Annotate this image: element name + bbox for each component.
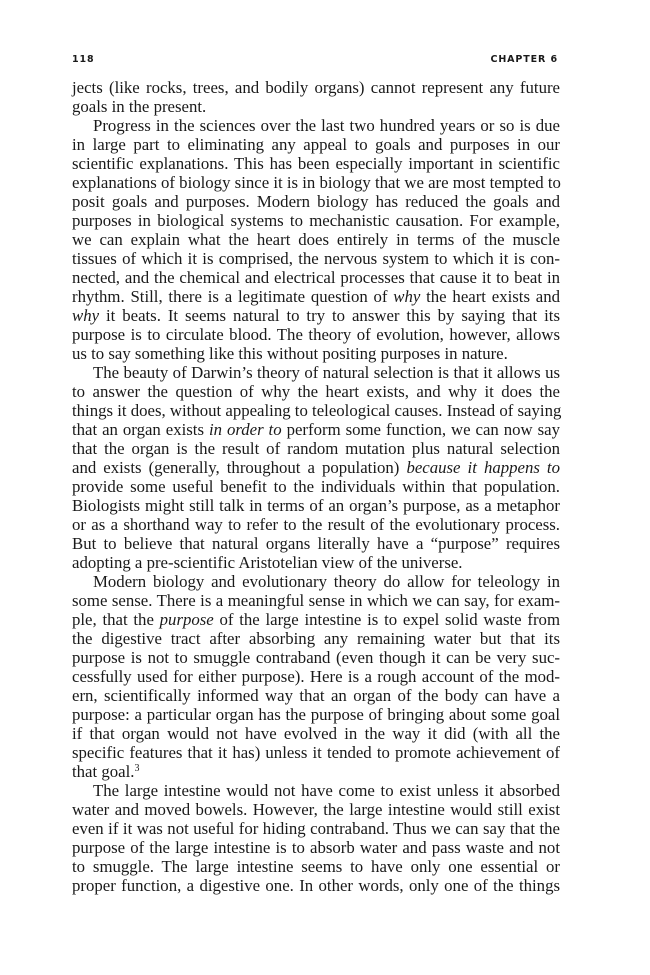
emphasis-text: because it happens to (406, 458, 560, 477)
emphasis-text: purpose (159, 610, 214, 629)
text-line (72, 781, 560, 800)
text-segment: ple, that the (72, 610, 160, 629)
text-segment: The large intestine would not have come to exist unless it absorbed (93, 781, 560, 800)
text-line (72, 477, 560, 496)
text-line (72, 439, 560, 458)
text-segment: the heart exists and (420, 287, 560, 306)
text-line (72, 762, 560, 781)
text-line (72, 363, 560, 382)
text-line (72, 420, 560, 439)
text-line (72, 629, 560, 648)
footnote-marker: 3 (134, 763, 140, 774)
text-line (72, 325, 560, 344)
text-line (72, 800, 560, 819)
text-line (72, 496, 560, 515)
text-segment: The beauty of Darwin’s theory of natural selection is that it allows us (93, 363, 560, 382)
text-segment: purpose is not to smuggle contraband (even though it can be very suc- (72, 648, 560, 667)
text-segment: rhythm. Still, there is a legitimate question of (72, 287, 394, 306)
text-segment: and exists (generally, throughout a population) (72, 458, 407, 477)
text-line (72, 135, 560, 154)
text-segment: Modern biology and evolutionary theory do allow for teleology in (93, 572, 560, 591)
text-segment: purpose of the large intestine is to absorb water and pass waste and not (72, 838, 560, 857)
text-line (72, 667, 560, 686)
text-segment: explanations of biology since it is in biology that we are most tempted to (72, 173, 561, 192)
text-line (72, 306, 560, 325)
text-segment: cessfully used for either purpose). Here is a rough account of the mod- (72, 667, 560, 686)
text-segment: jects (like rocks, trees, and bodily organs) cannot represent any future (72, 78, 560, 97)
text-segment: of the large intestine is to expel solid waste from (213, 610, 560, 629)
text-segment: nected, and the chemical and electrical processes that cause it to beat in (72, 268, 560, 287)
text-segment: provide some useful benefit to the individuals within that population. (72, 477, 560, 496)
text-segment: But to believe that natural organs literally have a “purpose” requires (72, 534, 560, 553)
text-segment: it beats. It seems natural to try to answer this by saying that its (99, 306, 560, 325)
chapter-label: CHAPTER 6 (490, 54, 558, 65)
text-segment: even if it was not useful for hiding contraband. Thus we can say that the (72, 819, 560, 838)
text-line (72, 553, 560, 572)
text-line (72, 838, 560, 857)
body-text (72, 78, 560, 895)
text-line (72, 458, 560, 477)
text-line (72, 268, 560, 287)
text-segment: Biologists might still talk in terms of an organ’s purpose, as a metaphor (72, 496, 560, 515)
text-segment: that an organ exists (72, 420, 209, 439)
text-line (72, 78, 560, 97)
text-segment: purpose is to circulate blood. The theory of evolution, however, allows (72, 325, 560, 344)
text-line (72, 230, 560, 249)
text-line (72, 515, 560, 534)
text-line (72, 173, 560, 192)
text-segment: water and moved bowels. However, the large intestine would still exist (72, 800, 560, 819)
text-segment: perform some function, we can now say (281, 420, 560, 439)
text-line (72, 344, 560, 363)
text-segment: some sense. There is a meaningful sense in which we can say, for exam- (72, 591, 560, 610)
text-segment: Progress in the sciences over the last two hundred years or so is due (93, 116, 560, 135)
text-segment: the digestive tract after absorbing any remaining water but that its (72, 629, 560, 648)
text-line (72, 534, 560, 553)
text-segment: that the organ is the result of random mutation plus natural selection (72, 439, 560, 458)
text-segment: if that organ would not have evolved in the way it did (with all the (72, 724, 560, 743)
text-segment: tissues of which it is comprised, the nervous system to which it is con- (72, 249, 560, 268)
text-segment: posit goals and purposes. Modern biology has reduced the goals and (72, 192, 560, 211)
text-line (72, 192, 560, 211)
text-line (72, 154, 560, 173)
text-line (72, 211, 560, 230)
text-line (72, 819, 560, 838)
text-segment: adopting a pre-scientific Aristotelian view of the universe. (72, 553, 463, 572)
text-line (72, 116, 560, 135)
text-segment: or as a shorthand way to refer to the result of the evolutionary process. (72, 515, 560, 534)
text-segment: that goal. (72, 762, 135, 781)
text-line (72, 572, 560, 591)
text-segment: purposes in biological systems to mechanistic causation. For example, (72, 211, 560, 230)
text-line (72, 97, 560, 116)
text-line (72, 382, 560, 401)
text-segment: specific features that it has) unless it tended to promote achievement of (72, 743, 560, 762)
emphasis-text: in order to (208, 420, 282, 439)
text-segment: we can explain what the heart does entirely in terms of the muscle (72, 230, 560, 249)
text-line (72, 287, 560, 306)
text-segment: us to say something like this without positing purposes in nature. (72, 344, 508, 363)
emphasis-text: why (72, 306, 100, 325)
text-segment: scientific explanations. This has been especially important in scientific (72, 154, 560, 173)
text-segment: in large part to eliminating any appeal to goals and purposes in our (72, 135, 560, 154)
text-line (72, 648, 560, 667)
text-line (72, 610, 560, 629)
text-line (72, 401, 560, 420)
text-segment: to smuggle. The large intestine seems to have only one essential or (72, 857, 560, 876)
text-line (72, 705, 560, 724)
text-segment: purpose: a particular organ has the purpose of bringing about some goal (72, 705, 560, 724)
emphasis-text: why (393, 287, 421, 306)
text-segment: goals in the present. (72, 97, 207, 116)
running-head (72, 54, 558, 68)
text-line (72, 876, 560, 895)
page-number: 118 (72, 54, 95, 65)
text-segment: ern, scientifically informed way that an organ of the body can have a (72, 686, 560, 705)
text-line (72, 724, 560, 743)
text-segment: to answer the question of why the heart exists, and why it does the (72, 382, 560, 401)
text-line (72, 591, 560, 610)
text-line (72, 857, 560, 876)
text-line (72, 686, 560, 705)
text-line (72, 743, 560, 762)
text-segment: proper function, a digestive one. In other words, only one of the things (72, 876, 560, 895)
text-line (72, 249, 560, 268)
text-segment: things it does, without appealing to teleological causes. Instead of saying (72, 401, 562, 420)
